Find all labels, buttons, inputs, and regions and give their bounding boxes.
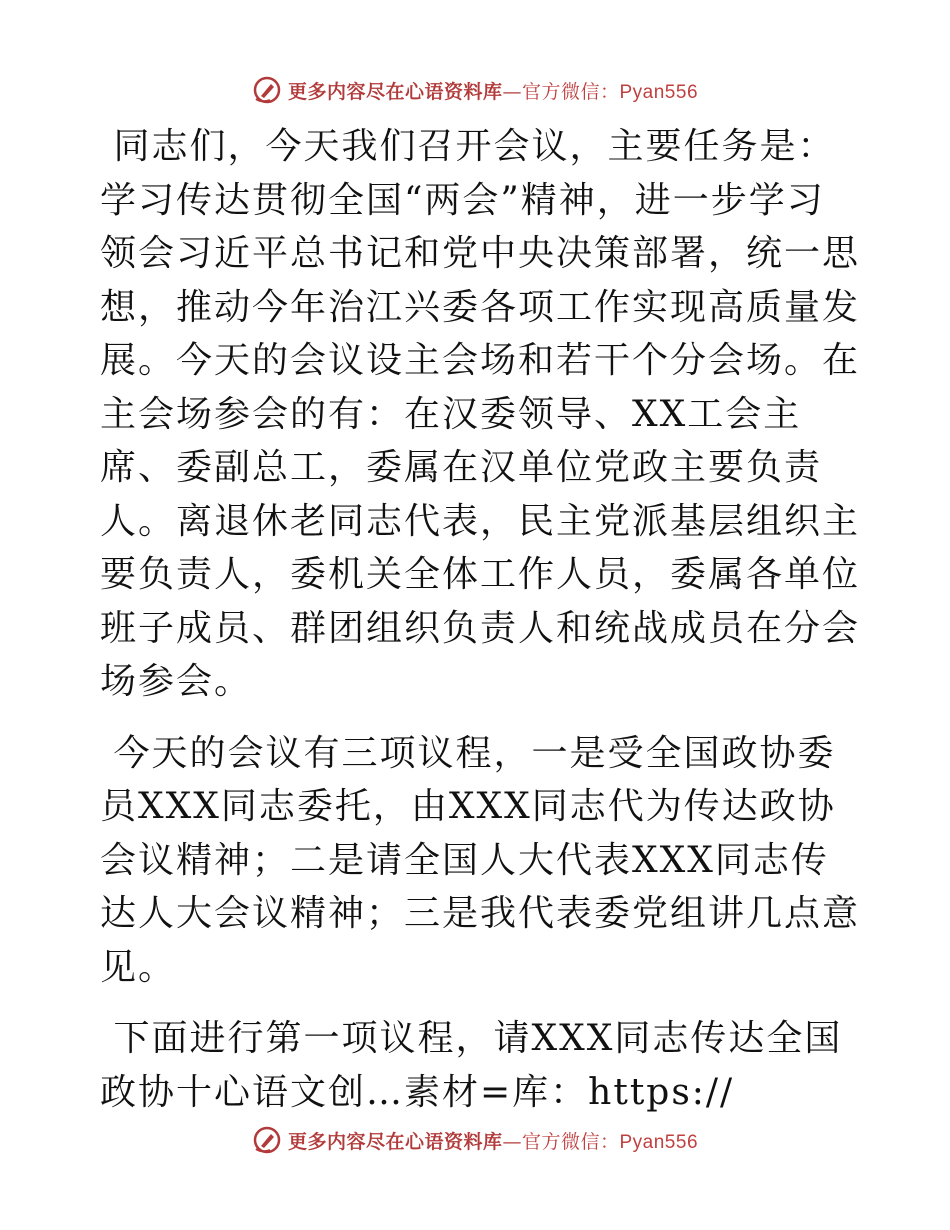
footer-banner-text [288,1127,698,1154]
footer-separator: — [502,1130,522,1153]
header-banner-text [288,77,698,104]
header-separator: — [502,80,522,103]
footer-title: 更多内容尽在心语资料库 [287,1130,503,1153]
paragraph-first-item: 下面进行第一项议程，请XXX同志传达全国政协十心语文创…素材=库：https:// [100,1018,843,1113]
paragraph-agenda: 今天的会议有三项议程，一是受全国政协委员XXX同志委托，由XXX同志代为传达政协会议精神；二是请全国人大代表XXX同志传达人大会议精神；三是我代表委党组讲几点意见。 [100,732,861,988]
pen-nib-logo-icon [252,75,282,105]
header-contact: 官方微信：Pyan556 [522,81,699,103]
pen-nib-logo-icon [252,1125,282,1155]
footer-contact: 官方微信：Pyan556 [522,1131,699,1153]
document-body [100,120,860,1137]
header-title: 更多内容尽在心语资料库 [287,80,503,103]
header-banner [0,70,950,110]
paragraph-intro: 同志们，今天我们召开会议，主要任务是：学习传达贯彻全国“两会”精神，进一步学习领会习近平总书记和党中央决策部署，统一思想，推动今年治江兴委各项工作实现高质量发展。今天的会议设主会场和若干个分会场。在主会场参会的有：在汉委领导、XX工会主席、委副总工，委属在汉单位党政主要负责人。离退休老同志代表，民主党派基层组织主要负责人，委机关全体工作人员，委属各单位班子成员、群团组织负责人和统战成员在分会场参会。 [100,126,861,702]
footer-banner [0,1120,950,1160]
